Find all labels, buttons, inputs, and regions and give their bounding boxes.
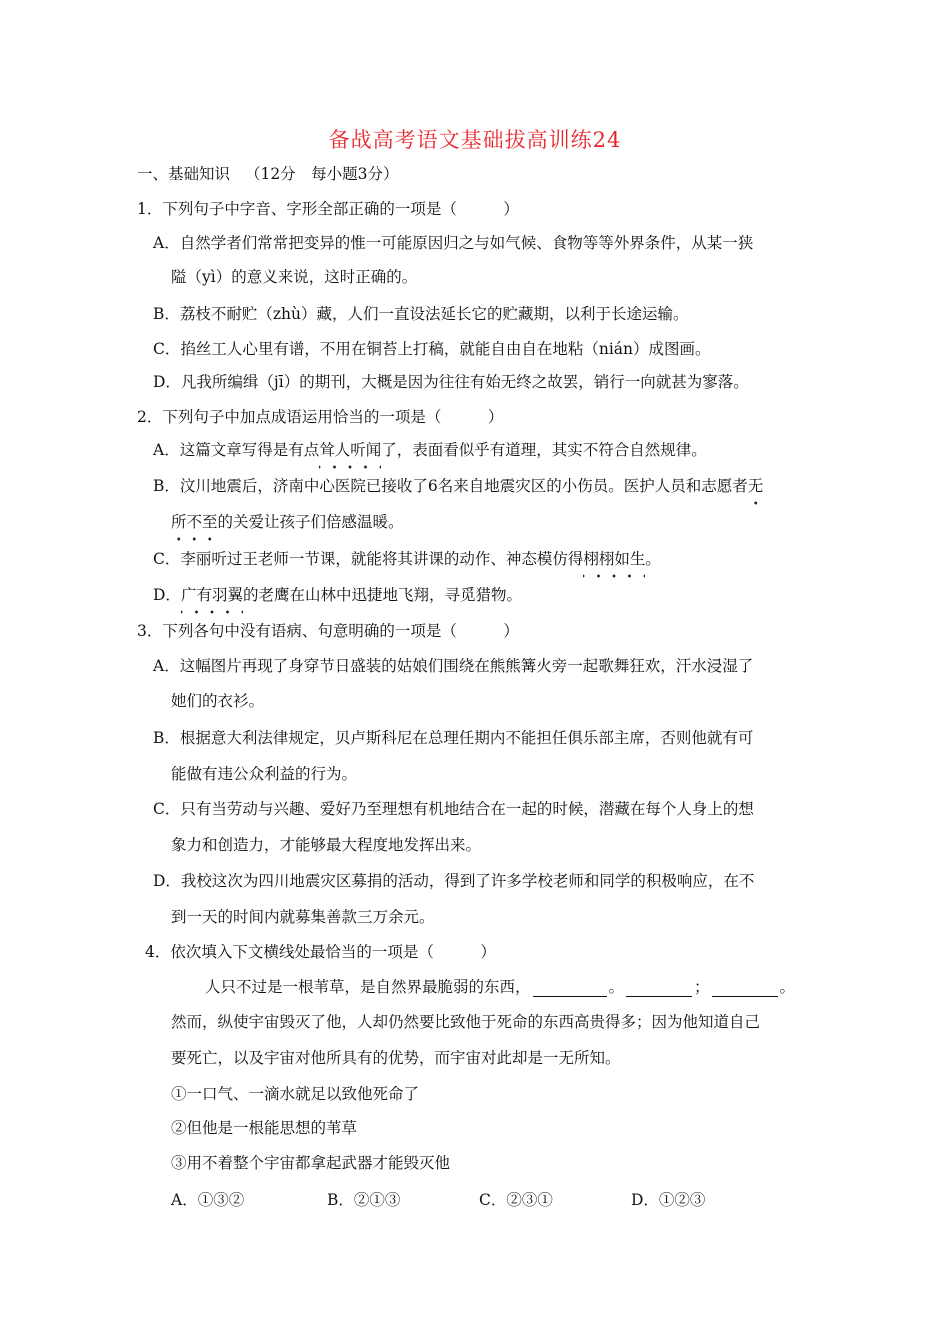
q4-item-3: ③用不着整个宇宙都拿起武器才能毁灭他	[171, 1154, 451, 1172]
q2-b-pre: B．汶川地震后，济南中心医院已接收了6名来自地震灾区的小伤员。医护人员和志愿者	[153, 477, 748, 495]
q4-stem: 4．依次填入下文横线处最恰当的一项是（ ）	[145, 943, 496, 961]
fill-blank-3	[712, 980, 778, 997]
q4-passage-text: 人只不过是一根苇草，是自然界最脆弱的东西，	[205, 978, 531, 996]
q2-a-idiom: 耸人听闻	[319, 441, 382, 459]
q4-option-b: B．②①③	[327, 1191, 401, 1209]
q4-sep2: ；	[694, 978, 710, 996]
q2-option-b-line1	[153, 476, 763, 496]
q2-b-idiom-part2: 所不至	[171, 513, 218, 531]
q2-stem: 2．下列句子中加点成语运用恰当的一项是（ ）	[137, 408, 504, 426]
section-score: （12分 每小题3分）	[244, 165, 399, 183]
q1-option-c: C．掐丝工人心里有谱，不用在铜苔上打稿，就能自由自在地粘（nián）成图画。	[153, 340, 711, 358]
page-title: 备战高考语文基础拔高训练24	[328, 128, 622, 152]
q4-item-1: ①一口气、一滴水就足以致他死命了	[171, 1085, 420, 1103]
q1-option-a-line2: 隘（yì）的意义来说，这时正确的。	[171, 268, 418, 286]
q2-a-pre: A．这篇文章写得是有点	[153, 441, 320, 459]
q3-option-d-line2: 到一天的时间内就募集善款三万余元。	[171, 908, 435, 926]
q2-d-pre: D．	[153, 586, 181, 604]
q4-option-d: D．①②③	[631, 1191, 706, 1209]
q2-b-post: 的关爱让孩子们倍感温暖。	[217, 513, 404, 531]
fill-blank-2	[626, 980, 692, 997]
q2-b-idiom-part1: 无	[747, 477, 764, 495]
q2-c-pre: C．李丽听过王老师一节课，就能将其讲课的动作、神态模仿得	[153, 550, 584, 568]
q2-option-d	[153, 585, 522, 605]
q4-end: 。	[779, 978, 796, 996]
q3-option-d-line1: D．我校这次为四川地震灾区募捐的活动，得到了许多学校老师和同学的积极响应，在不	[153, 872, 755, 890]
q4-item-2: ②但他是一根能思想的苇草	[171, 1119, 358, 1137]
section-heading-text: 一、基础知识	[137, 165, 231, 183]
q2-c-post: 。	[645, 550, 661, 568]
q1-stem: 1．下列句子中字音、字形全部正确的一项是（ ）	[137, 200, 519, 218]
q2-d-post: 的老鹰在山林中迅捷地飞翔，寻觅猎物。	[242, 586, 522, 604]
q4-option-c: C．②③①	[479, 1191, 553, 1209]
q1-option-a-line1: A．自然学者们常常把变异的惟一可能原因归之与如气候、食物等等外界条件，从某一狭	[153, 234, 754, 252]
q2-option-a	[153, 440, 707, 460]
q3-option-c-line2: 象力和创造力，才能够最大程度地发挥出来。	[171, 836, 482, 854]
q4-passage-line1	[205, 977, 795, 997]
q4-passage-line3: 要死亡，以及宇宙对他所具有的优势，而宇宙对此却是一无所知。	[171, 1049, 621, 1067]
q1-option-b: B．荔枝不耐贮（zhù）藏，人们一直设法延长它的贮藏期，以利于长途运输。	[153, 305, 689, 323]
q3-option-a-line1: A．这幅图片再现了身穿节日盛装的姑娘们围绕在熊熊篝火旁一起歌舞狂欢，汗水浸湿了	[153, 657, 754, 675]
q3-option-a-line2: 她们的衣衫。	[171, 692, 265, 710]
q3-stem: 3．下列各句中没有语病、句意明确的一项是（ ）	[137, 622, 519, 640]
fill-blank-1	[533, 980, 607, 997]
q1-option-d: D．凡我所编缉（jī）的期刊，大概是因为往往有始无终之故罢，销行一向就甚为寥落。	[153, 373, 749, 391]
q4-option-a: A．①③②	[171, 1191, 245, 1209]
q4-sep1: 。	[608, 978, 625, 996]
q4-passage-line2: 然而，纵使宇宙毁灭了他，人却仍然要比致他于死命的东西高贵得多；因为他知道自己	[171, 1013, 761, 1031]
q2-option-c	[153, 549, 661, 569]
q3-option-b-line2: 能做有违公众利益的行为。	[171, 765, 358, 783]
q3-option-b-line1: B．根据意大利法律规定，贝卢斯科尼在总理任期内不能担任俱乐部主席，否则他就有可	[153, 729, 754, 747]
q2-a-post: 了，表面看似乎有道理，其实不符合自然规律。	[381, 441, 707, 459]
section-heading	[137, 164, 399, 184]
q2-d-idiom: 广有羽翼	[180, 586, 243, 604]
q3-option-c-line1: C．只有当劳动与兴趣、爱好乃至理想有机地结合在一起的时候，潜藏在每个人身上的想	[153, 800, 754, 818]
q2-option-b-line2	[171, 512, 404, 532]
q2-c-idiom: 栩栩如生	[583, 550, 646, 568]
